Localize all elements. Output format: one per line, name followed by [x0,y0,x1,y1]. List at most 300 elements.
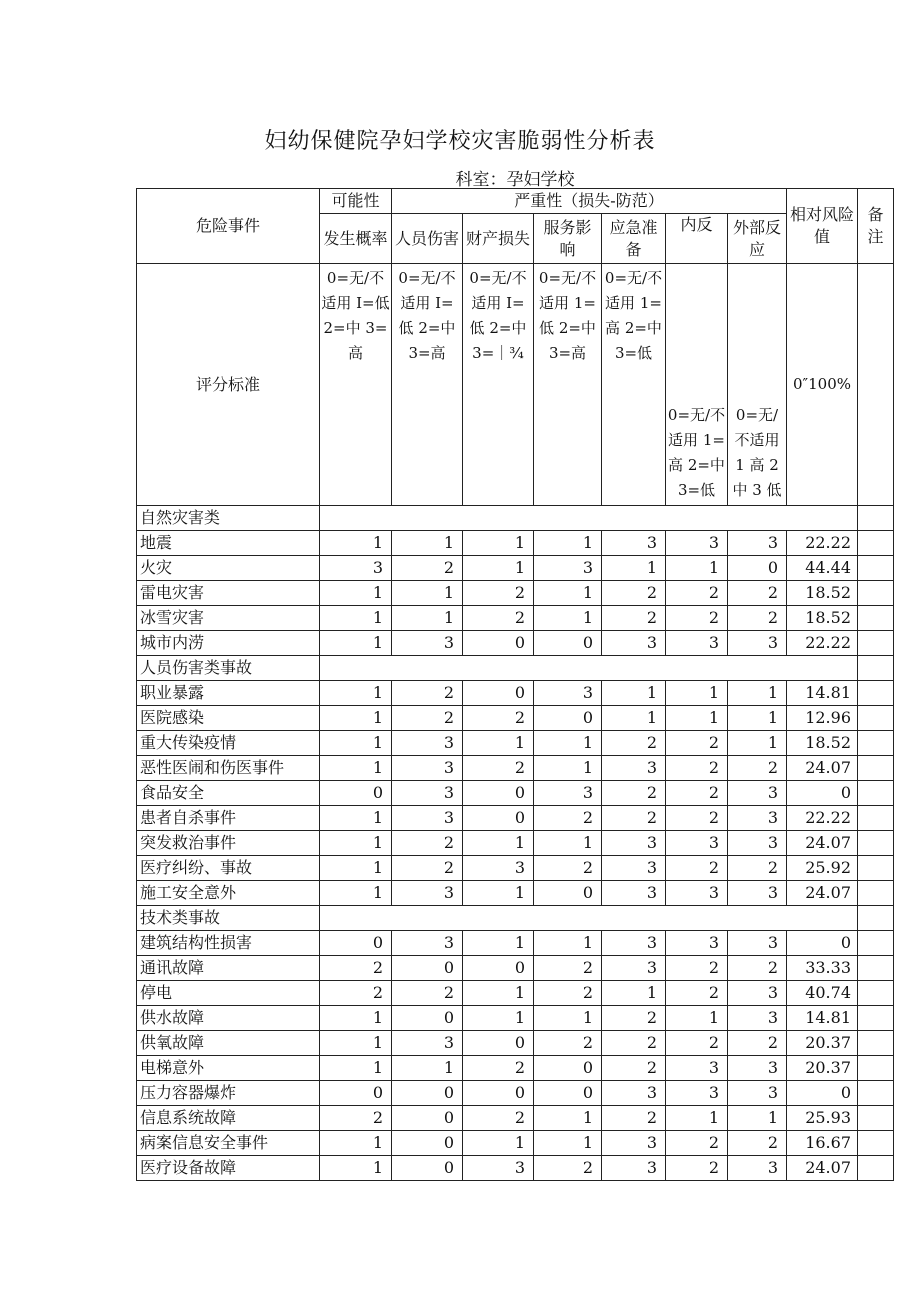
category-label: 技术类事故 [137,906,320,931]
service-header: 服务影响 [534,214,602,264]
personnel-header: 人员伤害 [392,214,463,264]
score-cell: 0 [392,956,463,981]
hazard-name: 施工安全意外 [137,881,320,906]
score-cell: 3 [392,731,463,756]
score-cell: 2 [666,1156,728,1181]
relative-risk-cell: 14.81 [787,1006,858,1031]
score-cell: 2 [463,606,534,631]
internal-header: 内反 [666,214,728,264]
table-row [137,756,894,781]
score-cell: 0 [728,556,787,581]
score-cell: 2 [728,1131,787,1156]
score-cell: 2 [392,831,463,856]
score-cell: 0 [392,1156,463,1181]
score-cell: 3 [602,1081,666,1106]
score-cell: 2 [320,981,392,1006]
score-cell: 2 [666,1131,728,1156]
empty-cell [602,906,666,931]
relative-risk-cell: 24.07 [787,881,858,906]
score-cell: 1 [392,1056,463,1081]
relative-risk-cell: 18.52 [787,731,858,756]
score-cell: 1 [728,1106,787,1131]
property-header: 财产损失 [463,214,534,264]
score-cell: 1 [728,706,787,731]
score-cell: 2 [666,781,728,806]
score-cell: 1 [392,581,463,606]
score-cell: 2 [320,1106,392,1131]
score-cell: 3 [728,806,787,831]
score-cell: 1 [534,1106,602,1131]
hazard-name: 医疗设备故障 [137,1156,320,1181]
empty-cell [602,506,666,531]
remarks-cell [858,556,894,581]
score-cell: 0 [534,881,602,906]
emergency-header: 应急准备 [602,214,666,264]
table-row [137,1031,894,1056]
hazard-header: 危险事件 [137,189,320,264]
score-cell: 1 [320,856,392,881]
score-cell: 2 [602,1106,666,1131]
score-cell: 2 [602,806,666,831]
relative-risk-cell: 16.67 [787,1131,858,1156]
score-cell: 1 [463,881,534,906]
score-cell: 2 [534,956,602,981]
score-cell: 2 [392,706,463,731]
relative-risk-cell: 12.96 [787,706,858,731]
score-cell: 2 [602,606,666,631]
score-cell: 3 [463,1156,534,1181]
score-cell: 2 [666,1031,728,1056]
score-cell: 2 [602,581,666,606]
table-row [137,1081,894,1106]
score-cell: 3 [728,1006,787,1031]
score-cell: 1 [320,831,392,856]
score-cell: 2 [463,581,534,606]
score-cell: 1 [320,706,392,731]
remarks-cell [858,956,894,981]
score-cell: 2 [728,756,787,781]
score-cell: 0 [463,781,534,806]
relative-risk-cell: 20.37 [787,1031,858,1056]
relative-risk-cell: 0 [787,931,858,956]
score-cell: 0 [392,1131,463,1156]
score-cell: 2 [666,981,728,1006]
criteria-property: 0=无/不适用 I=低 2=中 3=｜¾ [463,264,534,506]
criteria-internal: 0=无/不适用 1=高 2=中 3=低 [666,264,728,506]
score-cell: 1 [534,731,602,756]
remarks-cell [858,706,894,731]
empty-cell [463,906,534,931]
score-cell: 1 [463,831,534,856]
empty-cell [858,656,894,681]
relative-risk-cell: 24.07 [787,1156,858,1181]
remarks-cell [858,581,894,606]
criteria-label: 评分标准 [137,264,320,506]
remarks-cell [858,831,894,856]
score-cell: 0 [392,1006,463,1031]
score-cell: 1 [320,1031,392,1056]
score-cell: 2 [728,606,787,631]
hazard-name: 信息系统故障 [137,1106,320,1131]
score-cell: 0 [463,956,534,981]
external-header: 外部反应 [728,214,787,264]
category-row [137,656,894,681]
score-cell: 1 [463,531,534,556]
empty-cell [666,906,728,931]
relative-risk-cell: 25.93 [787,1106,858,1131]
score-cell: 1 [320,631,392,656]
score-cell: 3 [666,531,728,556]
score-cell: 3 [728,831,787,856]
hazard-name: 医疗纠纷、事故 [137,856,320,881]
score-cell: 1 [320,1056,392,1081]
empty-cell [728,656,787,681]
relative-risk-cell: 33.33 [787,956,858,981]
page-title: 妇幼保健院孕妇学校灾害脆弱性分析表 [264,129,656,154]
score-cell: 3 [392,881,463,906]
score-cell: 2 [666,581,728,606]
empty-cell [602,656,666,681]
table-row [137,956,894,981]
remarks-cell [858,631,894,656]
relative-risk-cell: 24.07 [787,831,858,856]
score-cell: 3 [728,1156,787,1181]
score-cell: 1 [392,531,463,556]
score-cell: 3 [534,681,602,706]
criteria-external: 0=无/不适用 1 高 2 中 3 低 [728,264,787,506]
score-cell: 3 [602,956,666,981]
hazard-name: 压力容器爆炸 [137,1081,320,1106]
empty-cell [320,656,392,681]
score-cell: 1 [534,1006,602,1031]
score-cell: 3 [392,631,463,656]
score-cell: 2 [666,956,728,981]
remarks-cell [858,1106,894,1131]
relative-risk-cell: 18.52 [787,606,858,631]
empty-cell [858,906,894,931]
score-cell: 2 [666,606,728,631]
score-cell: 1 [320,1006,392,1031]
hazard-name: 患者自杀事件 [137,806,320,831]
criteria-remarks [858,264,894,506]
empty-cell [787,906,858,931]
table-row [137,881,894,906]
score-cell: 3 [602,831,666,856]
hazard-name: 恶性医闹和伤医事件 [137,756,320,781]
score-cell: 3 [392,756,463,781]
relative-risk-cell: 0 [787,1081,858,1106]
hazard-name: 突发救治事件 [137,831,320,856]
remarks-cell [858,1056,894,1081]
remarks-cell [858,881,894,906]
score-cell: 1 [666,556,728,581]
relative-risk-cell: 40.74 [787,981,858,1006]
score-cell: 3 [602,631,666,656]
score-cell: 2 [666,856,728,881]
score-cell: 3 [728,981,787,1006]
table-row [137,1131,894,1156]
score-cell: 3 [728,781,787,806]
remarks-cell [858,731,894,756]
occurrence-header: 发生概率 [320,214,392,264]
score-cell: 0 [463,1031,534,1056]
table-row [137,831,894,856]
empty-cell [787,656,858,681]
score-cell: 2 [392,681,463,706]
hazard-name: 冰雪灾害 [137,606,320,631]
criteria-service: 0=无/不适用 1=低 2=中 3=高 [534,264,602,506]
score-cell: 1 [320,731,392,756]
score-cell: 1 [320,1131,392,1156]
table-row [137,706,894,731]
hazard-name: 供氧故障 [137,1031,320,1056]
score-cell: 1 [534,581,602,606]
score-cell: 0 [463,631,534,656]
empty-cell [666,656,728,681]
score-cell: 2 [602,1056,666,1081]
score-cell: 1 [463,556,534,581]
department-label: 科室：孕妇学校 [455,170,575,190]
score-cell: 3 [666,881,728,906]
score-cell: 3 [666,831,728,856]
score-cell: 3 [392,931,463,956]
empty-cell [534,906,602,931]
score-cell: 1 [534,931,602,956]
score-cell: 3 [392,781,463,806]
relative-risk-cell: 22.22 [787,531,858,556]
score-cell: 1 [463,731,534,756]
remarks-cell [858,531,894,556]
score-cell: 0 [392,1106,463,1131]
hazard-name: 建筑结构性损害 [137,931,320,956]
score-cell: 0 [534,706,602,731]
score-cell: 2 [666,731,728,756]
score-cell: 3 [728,1056,787,1081]
score-cell: 2 [728,1031,787,1056]
criteria-occurrence: 0=无/不适用 I=低 2=中 3=高 [320,264,392,506]
empty-cell [392,656,463,681]
hazard-name: 病案信息安全事件 [137,1131,320,1156]
score-cell: 3 [602,856,666,881]
remarks-cell [858,1081,894,1106]
relative-risk-cell: 22.22 [787,806,858,831]
score-cell: 2 [534,981,602,1006]
score-cell: 2 [728,856,787,881]
score-cell: 3 [392,1031,463,1056]
table-row [137,1056,894,1081]
table-row [137,781,894,806]
score-cell: 3 [728,631,787,656]
probability-header: 可能性 [320,189,392,214]
score-cell: 3 [602,756,666,781]
remarks-cell [858,756,894,781]
score-cell: 2 [602,1006,666,1031]
category-label: 自然灾害类 [137,506,320,531]
score-cell: 2 [392,556,463,581]
score-cell: 1 [463,1131,534,1156]
score-cell: 1 [320,606,392,631]
hazard-name: 地震 [137,531,320,556]
empty-cell [666,506,728,531]
remarks-cell [858,981,894,1006]
score-cell: 3 [602,1131,666,1156]
score-cell: 1 [728,731,787,756]
hazard-name: 火灾 [137,556,320,581]
relative-risk-cell: 14.81 [787,681,858,706]
criteria-emergency: 0=无/不适用 1=高 2=中 3=低 [602,264,666,506]
score-cell: 1 [320,531,392,556]
remarks-cell [858,806,894,831]
table-row [137,931,894,956]
hazard-vulnerability-table [136,188,894,1181]
hazard-name: 停电 [137,981,320,1006]
table-row [137,531,894,556]
score-cell: 3 [666,1081,728,1106]
score-cell: 3 [602,931,666,956]
table-row [137,981,894,1006]
category-row [137,906,894,931]
remarks-cell [858,1006,894,1031]
table-row [137,631,894,656]
relative-risk-cell: 44.44 [787,556,858,581]
hazard-name: 电梯意外 [137,1056,320,1081]
relative-risk-cell: 20.37 [787,1056,858,1081]
empty-cell [858,506,894,531]
relative-risk-header: 相对风险值 [787,189,858,264]
empty-cell [787,506,858,531]
score-cell: 1 [534,1131,602,1156]
score-cell: 2 [534,856,602,881]
score-cell: 1 [320,881,392,906]
table-row [137,1006,894,1031]
relative-risk-cell: 22.22 [787,631,858,656]
empty-cell [463,506,534,531]
score-cell: 2 [463,706,534,731]
score-cell: 1 [320,756,392,781]
score-cell: 3 [666,631,728,656]
score-cell: 2 [463,756,534,781]
score-cell: 3 [602,1156,666,1181]
hazard-name: 城市内涝 [137,631,320,656]
score-cell: 1 [463,1006,534,1031]
score-cell: 1 [534,831,602,856]
score-cell: 0 [463,681,534,706]
hazard-name: 雷电灾害 [137,581,320,606]
table-row [137,581,894,606]
score-cell: 3 [602,531,666,556]
empty-cell [534,656,602,681]
score-cell: 2 [602,1031,666,1056]
score-cell: 2 [392,856,463,881]
remarks-cell [858,681,894,706]
score-cell: 0 [320,931,392,956]
score-cell: 2 [602,731,666,756]
score-cell: 1 [666,706,728,731]
score-cell: 3 [602,881,666,906]
score-cell: 0 [320,781,392,806]
remarks-cell [858,1131,894,1156]
score-cell: 3 [728,931,787,956]
score-cell: 2 [728,581,787,606]
hazard-name: 重大传染疫情 [137,731,320,756]
table-row [137,1106,894,1131]
empty-cell [320,506,392,531]
score-cell: 3 [534,781,602,806]
score-cell: 2 [666,806,728,831]
table-row [137,681,894,706]
score-cell: 3 [728,881,787,906]
score-cell: 2 [602,781,666,806]
remarks-header: 备注 [858,189,894,264]
empty-cell [534,506,602,531]
hazard-name: 供水故障 [137,1006,320,1031]
score-cell: 0 [392,1081,463,1106]
hazard-name: 职业暴露 [137,681,320,706]
score-cell: 2 [534,806,602,831]
score-cell: 1 [666,1106,728,1131]
score-cell: 3 [320,556,392,581]
empty-cell [392,506,463,531]
table-row [137,856,894,881]
hazard-name: 通讯故障 [137,956,320,981]
score-cell: 0 [320,1081,392,1106]
score-cell: 0 [534,1081,602,1106]
relative-risk-cell: 24.07 [787,756,858,781]
score-cell: 1 [463,931,534,956]
table-row [137,731,894,756]
score-cell: 3 [728,1081,787,1106]
score-cell: 3 [463,856,534,881]
score-cell: 1 [666,681,728,706]
score-cell: 2 [320,956,392,981]
remarks-cell [858,1156,894,1181]
score-cell: 0 [463,1081,534,1106]
score-cell: 1 [534,606,602,631]
score-cell: 1 [602,556,666,581]
remarks-cell [858,931,894,956]
score-cell: 2 [666,756,728,781]
score-cell: 2 [463,1056,534,1081]
score-cell: 1 [534,756,602,781]
score-cell: 1 [392,606,463,631]
hazard-name: 食品安全 [137,781,320,806]
empty-cell [320,906,392,931]
category-label: 人员伤害类事故 [137,656,320,681]
score-cell: 0 [463,806,534,831]
score-cell: 1 [463,981,534,1006]
empty-cell [728,906,787,931]
score-cell: 1 [602,981,666,1006]
score-cell: 3 [666,1056,728,1081]
score-cell: 1 [320,1156,392,1181]
score-cell: 1 [320,681,392,706]
score-cell: 2 [728,956,787,981]
relative-risk-cell: 18.52 [787,581,858,606]
score-cell: 1 [728,681,787,706]
score-cell: 3 [392,806,463,831]
criteria-relative: 0″100% [787,264,858,506]
score-cell: 2 [463,1106,534,1131]
score-cell: 2 [534,1031,602,1056]
remarks-cell [858,606,894,631]
score-cell: 3 [534,556,602,581]
score-cell: 2 [534,1156,602,1181]
table-row [137,806,894,831]
score-cell: 1 [320,581,392,606]
score-cell: 0 [534,631,602,656]
severity-header: 严重性（损失-防范） [392,189,787,214]
score-cell: 3 [666,931,728,956]
